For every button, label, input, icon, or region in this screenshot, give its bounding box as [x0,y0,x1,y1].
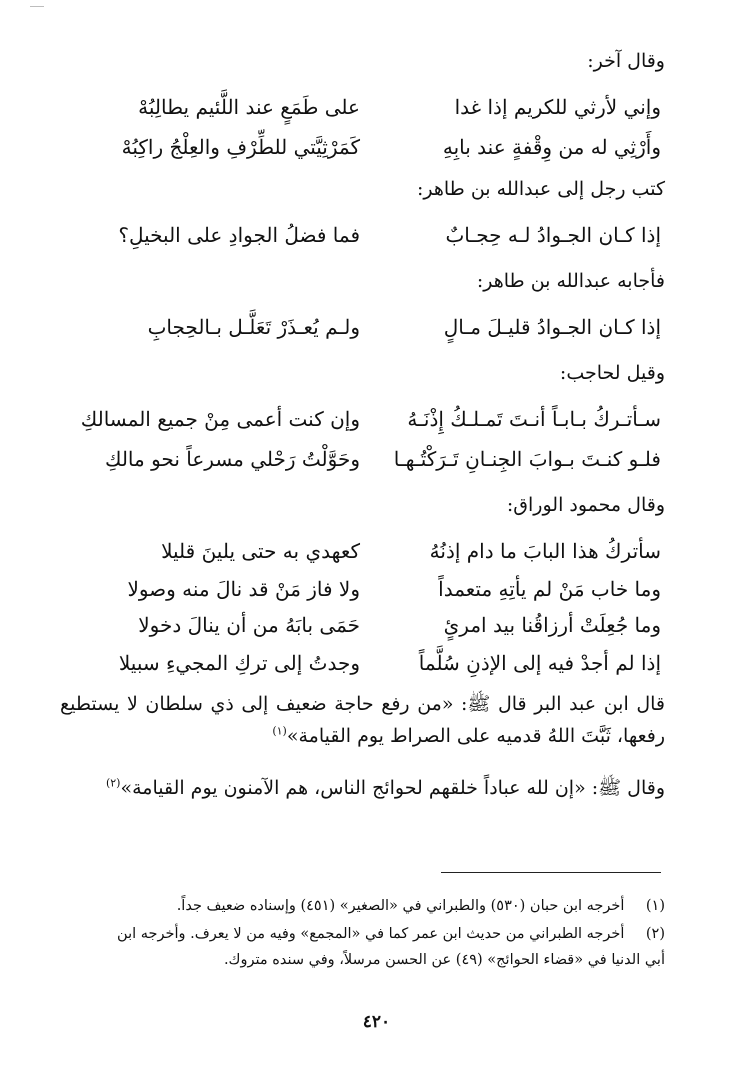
footnote-separator [441,872,661,873]
footnote-2-number: (٢) [645,926,665,942]
verse-5-3-second-hemistich: حَمَى بابَهُ من أن ينالَ دخولا [138,613,360,637]
verse-5-4-second-hemistich: وجدتُ إلى تركِ المجيءِ سبيلا [118,651,360,675]
verse-5-2-second-hemistich: ولا فاز مَنْ قد نالَ منه وصولا [127,577,360,601]
verse-4-1-second-hemistich: وإن كنت أعمى مِنْ جميع المسالكِ [80,407,360,431]
footnote-ref-1[interactable]: (١) [272,724,287,738]
intro-line-1: وقال آخر: [587,50,665,72]
footnote-ref-2[interactable]: (٢) [105,776,121,790]
verse-4-2-first-hemistich: فلـو كنـتَ بـوابَ الجِنـانِ تَـرَكْتُـهـا [393,447,661,471]
verse-2-1-second-hemistich: فما فضلُ الجوادِ على البخيلِ؟ [118,223,360,247]
verse-3-1-second-hemistich: ولـم يُعـذَرْ تَعَلَّـل بـالحِجابِ [147,315,360,339]
verse-5-3 [0,608,753,642]
footnote-2-continuation [60,948,665,972]
intro-line-5: وقال محمود الوراق: [506,494,665,516]
verse-5-1-first-hemistich: سأتركُ هذا البابَ ما دام إذنُهُ [429,539,661,563]
page-number: ٤٢٠ [362,1012,391,1032]
verse-4-2-second-hemistich: وحَوَّلْتُ رَحْلي مسرعاً نحو مالكِ [104,447,360,471]
intro-line-2: كتب رجل إلى عبدالله بن طاهر: [416,178,665,200]
intro-line-3: فأجابه عبدالله بن طاهر: [476,270,665,292]
footnote-2-text: أخرجه الطبراني من حديث ابن عمر كما في «المجمع» وفيه من لا يعرف. وأخرجه ابن [117,926,625,942]
footnote-1-number: (١) [645,898,665,914]
verse-4-1-first-hemistich: سـأتـركُ بـابـاً أنـتَ تَمـلـكُ إِذْنَـهُ [407,407,661,431]
scan-mark [30,6,44,7]
hadith-text-2: وقال ﷺ: «إن لله عباداً خلقهم لحوائج الناس، هم الآمنون يوم القيامة» [120,777,665,799]
verse-5-4-first-hemistich: إذا لم أجدْ فيه إلى الإذنِ سُلَّماً [418,651,661,675]
footnote-1 [60,894,665,918]
verse-2-1 [0,218,753,252]
footnote-2-text-continued: أبي الدنيا في «قضاء الحوائج» (٤٩) عن الحسن مرسلاً، وفي سنده متروك. [223,952,665,968]
verse-4-1 [0,402,753,436]
verse-1-2-second-hemistich: كَمَرْثِيَّتي للطِّرْفِ والعِلْجُ راكِبُهْ [121,135,360,159]
hadith-paragraph-1 [60,688,665,752]
verse-5-3-first-hemistich: وما جُعِلَتْ أرزاقُنا بيد امرئٍ [443,613,661,637]
verse-1-1-second-hemistich: على طَمَعٍ عند اللَّئيم يطالِبُهْ [138,95,360,119]
footnote-2 [60,922,665,946]
verse-5-4 [0,646,753,680]
footnote-1-text: أخرجه ابن حبان (٥٣٠) والطبراني في «الصغير» (٤٥١) وإسناده ضعيف جداً. [176,898,625,914]
intro-line-4: وقيل لحاجب: [559,362,665,384]
verse-5-1-second-hemistich: كعهدي به حتى يلينَ قليلا [161,539,360,563]
verse-3-1-first-hemistich: إذا كـان الجـوادُ قليـلَ مـالٍ [443,315,661,339]
hadith-text-1: قال ابن عبد البر قال ﷺ: «من رفع حاجة ضعيف إلى ذي سلطان لا يستطيع رفعها، ثَبَّتَ اللهُ قدميه على الصراط يوم القيامة» [60,693,665,747]
verse-5-2-first-hemistich: وما خاب مَنْ لم يأتِهِ متعمداً [438,577,661,601]
verse-5-1 [0,534,753,568]
verse-1-2 [0,130,753,164]
verse-5-2 [0,572,753,606]
verse-4-2 [0,442,753,476]
verse-1-1 [0,90,753,124]
verse-1-2-first-hemistich: وأَرْثِي له من وِقْفةٍ عند بابِهِ [442,135,661,159]
hadith-paragraph-2 [60,772,665,804]
verse-1-1-first-hemistich: وإني لأرثي للكريم إذا غدا [454,95,661,119]
verse-2-1-first-hemistich: إذا كـان الجـوادُ لـه حِجـابٌ [445,223,661,247]
verse-3-1 [0,310,753,344]
